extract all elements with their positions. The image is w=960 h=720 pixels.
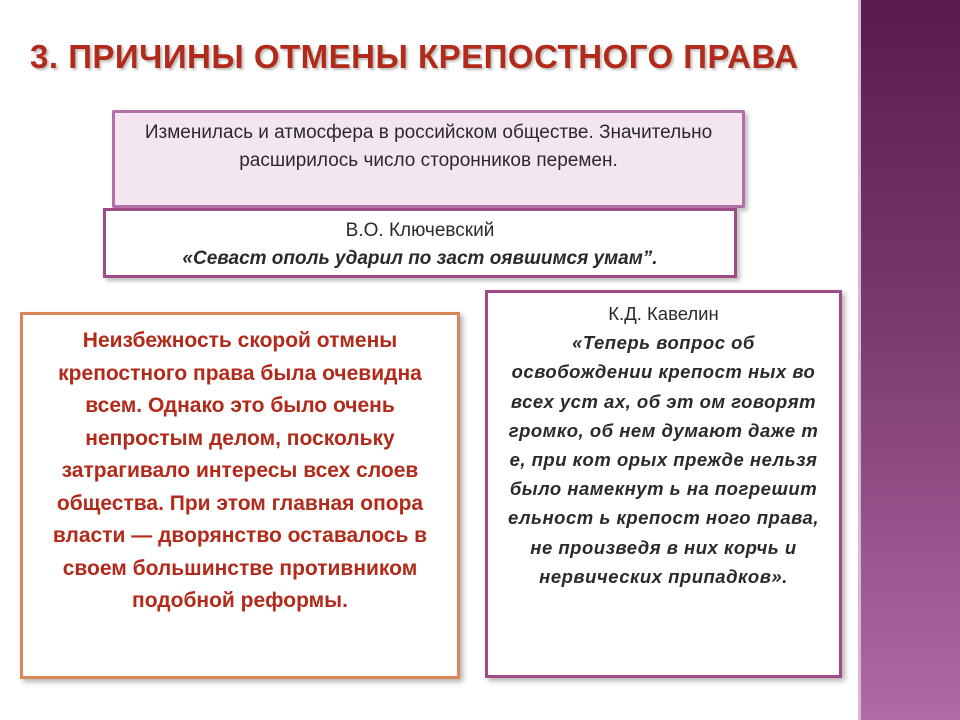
kavelin-quote-box [485, 290, 842, 678]
main-text-box [20, 312, 460, 679]
kavelin-author: К.Д. Кавелин [608, 303, 719, 324]
atmosphere-box [112, 110, 745, 208]
kavelin-quote: «Теперь вопрос об освобождении крепост ных во всех уст ах, об эт ом говорят громко, об нем думают даже т е, при кот орых прежде нельзя было намекнут ь на погрешит ельност ь крепост ного права, не произведя в них корчь и нервических припадков». [507, 332, 819, 587]
main-text: Неизбежность скорой отмены крепостного права была очевидна всем. Однако это было очень непростым делом, поскольку затрагивало интересы всех слоев общества. При этом главная опора власти — дворянство оставалось в своем большинстве противником подобной реформы. [52, 329, 428, 612]
atmosphere-text: Изменилась и атмосфера в российском обществе. Значительно расширилось число сторонников перемен. [144, 122, 713, 171]
decorative-side-band [858, 0, 960, 720]
klyuchevsky-quote: «Севаст ополь ударил по заст оявшимся умам”. [182, 248, 658, 269]
slide-title: 3. ПРИЧИНЫ ОТМЕНЫ КРЕПОСТНОГО ПРАВА [30, 38, 799, 75]
klyuchevsky-quote-box [103, 208, 737, 278]
klyuchevsky-author: В.О. Ключевский [345, 220, 495, 241]
